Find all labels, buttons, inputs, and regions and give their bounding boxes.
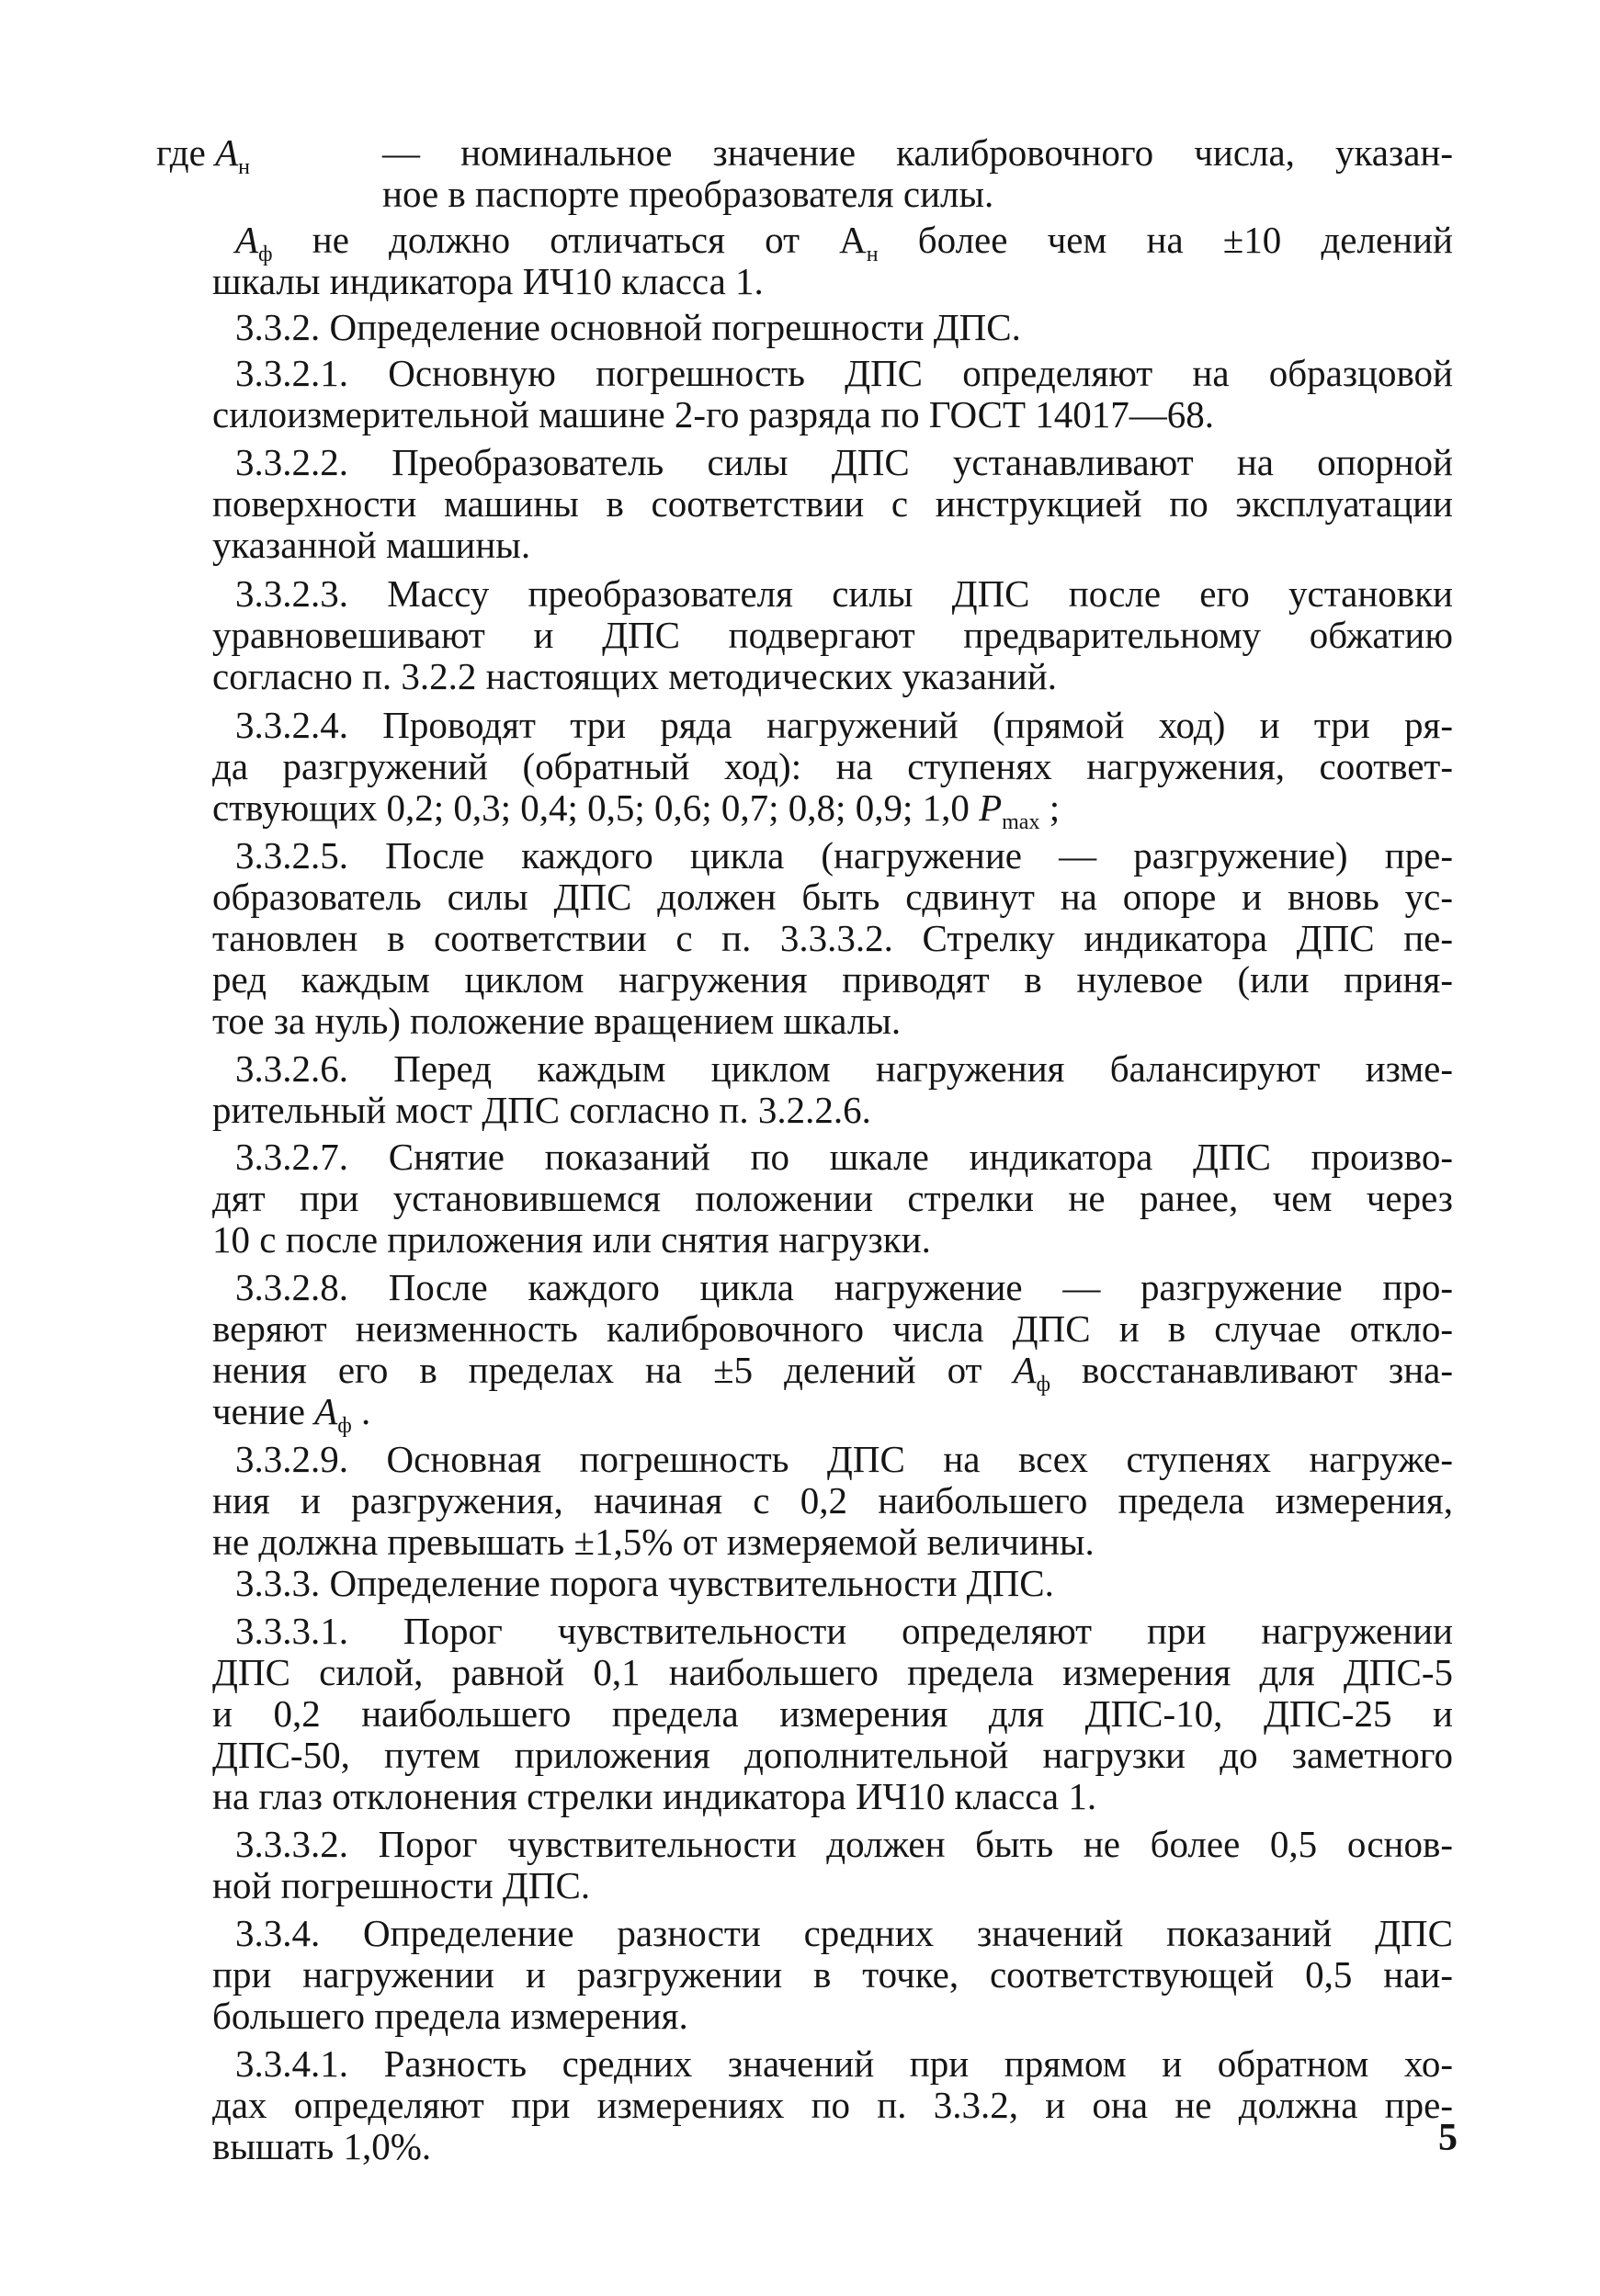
text-line: дят при установившемся положении стрелки не ранее, чем через (212, 1177, 1453, 1219)
text-line: ствующих 0,2; 0,3; 0,4; 0,5; 0,6; 0,7; 0,8; 0,9; 1,0 $P_{max}$ ; (212, 786, 1061, 835)
text-line: тановлен в соответствии с п. 3.3.3.2. Стрелку индикатора ДПС пе- (212, 917, 1453, 959)
section-heading: 3.3.2. Определение основной погрешности ДПС. (235, 306, 1021, 348)
text-line: 10 с после приложения или снятия нагрузки. (212, 1218, 931, 1261)
section-heading: 3.3.4. Определение разности средних значений показаний ДПС (235, 1912, 1453, 1954)
definition-line: — номинальное значение калибровочного числа, указан- (382, 131, 1453, 174)
text-line: согласно п. 3.2.2 настоящих методических указаний. (212, 655, 1057, 697)
where-label: где $A_н$ (156, 131, 250, 180)
text-line: 3.3.2.3. Массу преобразователя силы ДПС после его установки (235, 572, 1453, 615)
text-line: да разгружений (обратный ход): на ступенях нагружения, соответ- (212, 745, 1453, 787)
text-line: образователь силы ДПС должен быть сдвинут на опоре и вновь ус- (212, 876, 1453, 918)
text-line: веряют неизменность калибровочного числа ДПС и в случае откло- (212, 1307, 1453, 1350)
text-line: рительный мост ДПС согласно п. 3.2.2.6. (212, 1089, 871, 1131)
text-line: тое за нуль) положение вращением шкалы. (212, 1000, 902, 1042)
text-line: 3.3.3.1. Порог чувствительности определяют при нагружении (235, 1610, 1453, 1652)
text-line: поверхности машины в соответствии с инструкцией по эксплуатации (212, 482, 1453, 525)
text-line: 3.3.4.1. Разность средних значений при прямом и обратном хо- (235, 2042, 1453, 2085)
text-line: ния и разгружения, начиная с 0,2 наибольшего предела измерения, (212, 1479, 1453, 1521)
text-line: силоизмерительной машине 2-го разряда по ГОСТ 14017—68. (212, 393, 1215, 435)
text-line: $A_ф$ не должно отличаться от $А_н$ более чем на ±10 делений (235, 219, 1453, 267)
text-line: ДПС-50, путем приложения дополнительной нагрузки до заметного (212, 1734, 1453, 1776)
text-line: 3.3.3.2. Порог чувствительности должен быть не более 0,5 основ- (235, 1823, 1453, 1865)
text-line: чение $A_ф$ . (212, 1390, 371, 1439)
text-line: 3.3.2.5. После каждого цикла (нагружение — разгружение) пре- (235, 834, 1453, 877)
text-line: и 0,2 наибольшего предела измерения для ДПС-10, ДПС-25 и (212, 1692, 1453, 1735)
text-line: шкалы индикатора ИЧ10 класса 1. (212, 260, 764, 302)
definition-line: ное в паспорте преобразователя силы. (382, 173, 994, 215)
text-line: 3.3.2.7. Снятие показаний по шкале индикатора ДПС произво- (235, 1136, 1453, 1178)
text-line: 3.3.2.6. Перед каждым циклом нагружения балансируют изме- (235, 1047, 1453, 1090)
section-heading: 3.3.3. Определение порога чувствительности ДПС. (235, 1562, 1054, 1604)
text-line: на глаз отклонения стрелки индикатора ИЧ10 класса 1. (212, 1775, 1097, 1817)
text-line: нения его в пределах на ±5 делений от $A_ф$ восстанавливают зна- (212, 1349, 1454, 1397)
text-line: уравновешивают и ДПС подвергают предварительному обжатию (212, 614, 1453, 656)
text-line: ной погрешности ДПС. (212, 1864, 591, 1906)
text-line: не должна превышать ±1,5% от измеряемой величины. (212, 1521, 1095, 1563)
text-line: 3.3.2.9. Основная погрешность ДПС на всех ступенях нагруже- (235, 1438, 1453, 1480)
text-line: 3.3.2.8. После каждого цикла нагружение — разгружение про- (235, 1266, 1453, 1308)
page-number: 5 (1438, 2117, 1458, 2159)
text-line: ред каждым циклом нагружения приводят в нулевое (или приня- (212, 958, 1453, 1001)
section-heading: при нагружении и разгружении в точке, соответствующей 0,5 наи- (212, 1953, 1453, 1996)
text-line: 3.3.2.4. Проводят три ряда нагружений (прямой ход) и три ря- (235, 704, 1453, 746)
text-line: ДПС силой, равной 0,1 наибольшего предела измерения для ДПС-5 (212, 1651, 1453, 1693)
text-line: дах определяют при измерениях по п. 3.3.2, и она не должна пре- (212, 2084, 1453, 2126)
text-line: 3.3.2.2. Преобразователь силы ДПС устанавливают на опорной (235, 441, 1453, 483)
section-heading: большего предела измерения. (212, 1995, 688, 2037)
text-line: вышать 1,0%. (212, 2125, 432, 2167)
text-line: указанной машины. (212, 524, 531, 566)
text-line: 3.3.2.1. Основную погрешность ДПС определяют на образцовой (235, 352, 1453, 394)
